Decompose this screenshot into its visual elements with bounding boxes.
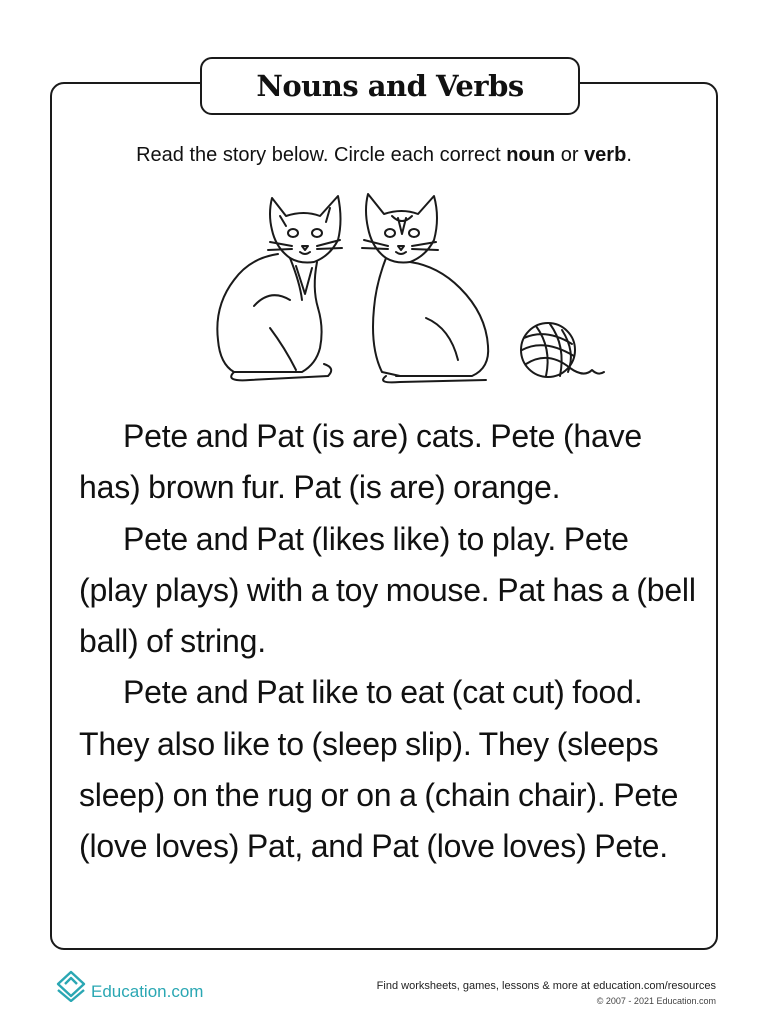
instructions-verb: verb <box>584 144 627 166</box>
story-paragraph-2: Pete and Pat (likes like) to play. Pete (play plays) with a toy mouse. Pat has a (bell ball) of string. <box>79 520 696 660</box>
instructions-middle: or <box>555 144 585 166</box>
footer-copyright: © 2007 - 2021 Education.com <box>596 996 716 1006</box>
instructions-noun: noun <box>506 144 556 166</box>
title-box <box>200 57 580 115</box>
education-logo-icon <box>54 968 88 1002</box>
instructions-prefix: Read the story below. Circle each correct <box>136 144 507 166</box>
story-paragraph-1: Pete and Pat (is are) cats. Pete (have has) brown fur. Pat (is are) orange. <box>79 418 643 506</box>
yarn-ball-icon <box>521 323 604 377</box>
education-logo[interactable] <box>54 968 203 1002</box>
story <box>79 411 699 873</box>
brand-name: Education.com <box>91 982 204 1001</box>
instructions <box>0 144 768 167</box>
story-paragraph-3: Pete and Pat like to eat (cat cut) food. They also like to (sleep slip). They (sleeps sleep) on the rug or on a (chain chair). Pete (love loves) Pat, and Pat (love loves) Pete. <box>79 674 679 865</box>
cat-left-icon <box>217 196 342 380</box>
instructions-suffix: . <box>626 144 632 166</box>
cat-right-icon <box>362 194 488 382</box>
footer-tagline[interactable]: Find worksheets, games, lessons & more at education.com/resources <box>376 980 716 992</box>
worksheet-title: Nouns and Verbs <box>256 69 524 103</box>
cats-illustration <box>200 188 610 388</box>
